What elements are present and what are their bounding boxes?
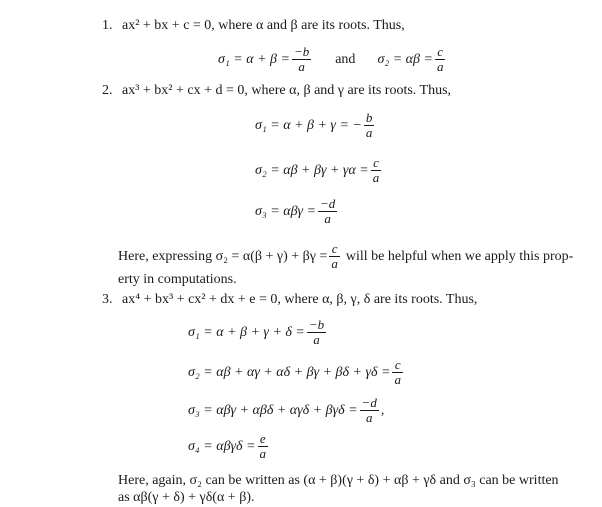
equation — [255, 197, 339, 226]
numerator: b — [365, 110, 373, 125]
numerator: c — [329, 242, 340, 257]
equation-lhs: σ₂ = αβ = — [377, 51, 433, 67]
numerator: c — [371, 156, 382, 171]
fraction — [258, 432, 269, 461]
item-intro: ax⁴ + bx³ + cx² + dx + e = 0, where α, β, γ, δ are its roots. Thus, — [122, 292, 478, 307]
item-number: 1. — [102, 18, 113, 33]
equation-lhs: σ₂ = αβ + αγ + αδ + βγ + βδ + γδ = — [188, 364, 391, 380]
fraction — [435, 45, 446, 74]
denominator: a — [436, 59, 444, 74]
denominator: a — [365, 410, 373, 425]
fraction — [364, 111, 375, 140]
note-text: Here, expressing σ₂ = α(β + γ) + βγ = — [118, 248, 328, 264]
equation — [188, 396, 384, 425]
item-number: 3. — [102, 292, 113, 307]
item-intro: ax² + bx + c = 0, where α and β are its roots. Thus, — [122, 18, 405, 33]
item-intro: ax³ + bx² + cx + d = 0, where α, β and γ are its roots. Thus, — [122, 83, 452, 98]
item-number: 2. — [102, 83, 113, 98]
fraction — [392, 358, 403, 387]
numerator: c — [392, 358, 403, 373]
equation-lhs: σ₃ = αβγ + αβδ + αγδ + βγδ = — [188, 402, 358, 418]
equation — [255, 156, 383, 185]
equation-tail: , — [380, 402, 385, 418]
fraction — [329, 242, 340, 271]
note-paragraph — [118, 242, 573, 271]
denominator: a — [394, 372, 401, 387]
denominator: a — [331, 256, 338, 271]
equation-lhs: σ₁ = α + β + γ + δ = — [188, 324, 305, 340]
fraction — [292, 45, 311, 74]
denominator: a — [365, 125, 373, 140]
equation — [188, 318, 328, 347]
note-text: Here, again, σ₂ can be written as (α + β)(γ + δ) + αβ + γδ and σ₃ can be written — [118, 473, 559, 488]
fraction — [360, 396, 379, 425]
equation-lhs: σ₄ = αβγδ = — [188, 438, 256, 454]
equation — [188, 432, 270, 461]
note-text: will be helpful when we apply this prop- — [345, 248, 574, 264]
note-text: erty in computations. — [118, 272, 237, 287]
numerator: −b — [308, 317, 325, 332]
equation — [188, 358, 405, 387]
numerator: −b — [293, 44, 310, 59]
fraction — [371, 156, 382, 185]
equation-lhs: σ₂ = αβ + βγ + γα = — [255, 162, 369, 178]
fraction — [307, 318, 326, 347]
connector: and — [335, 51, 356, 67]
numerator: c — [435, 45, 446, 60]
denominator: a — [298, 59, 305, 74]
equation-lhs: σ₁ = α + β = — [218, 51, 290, 67]
equation-lhs: σ₃ = αβγ = — [255, 203, 317, 219]
numerator: −d — [320, 196, 336, 211]
denominator: a — [324, 211, 331, 226]
denominator: a — [259, 446, 267, 461]
denominator: a — [313, 332, 320, 347]
note-text: as αβ(γ + δ) + γδ(α + β). — [118, 490, 255, 505]
equation — [255, 111, 376, 140]
equation-lhs: σ₁ = α + β + γ = − — [255, 117, 362, 133]
denominator: a — [372, 170, 380, 185]
numerator: e — [258, 432, 269, 447]
numerator: −d — [361, 395, 377, 410]
equation — [218, 45, 447, 74]
fraction — [318, 197, 337, 226]
